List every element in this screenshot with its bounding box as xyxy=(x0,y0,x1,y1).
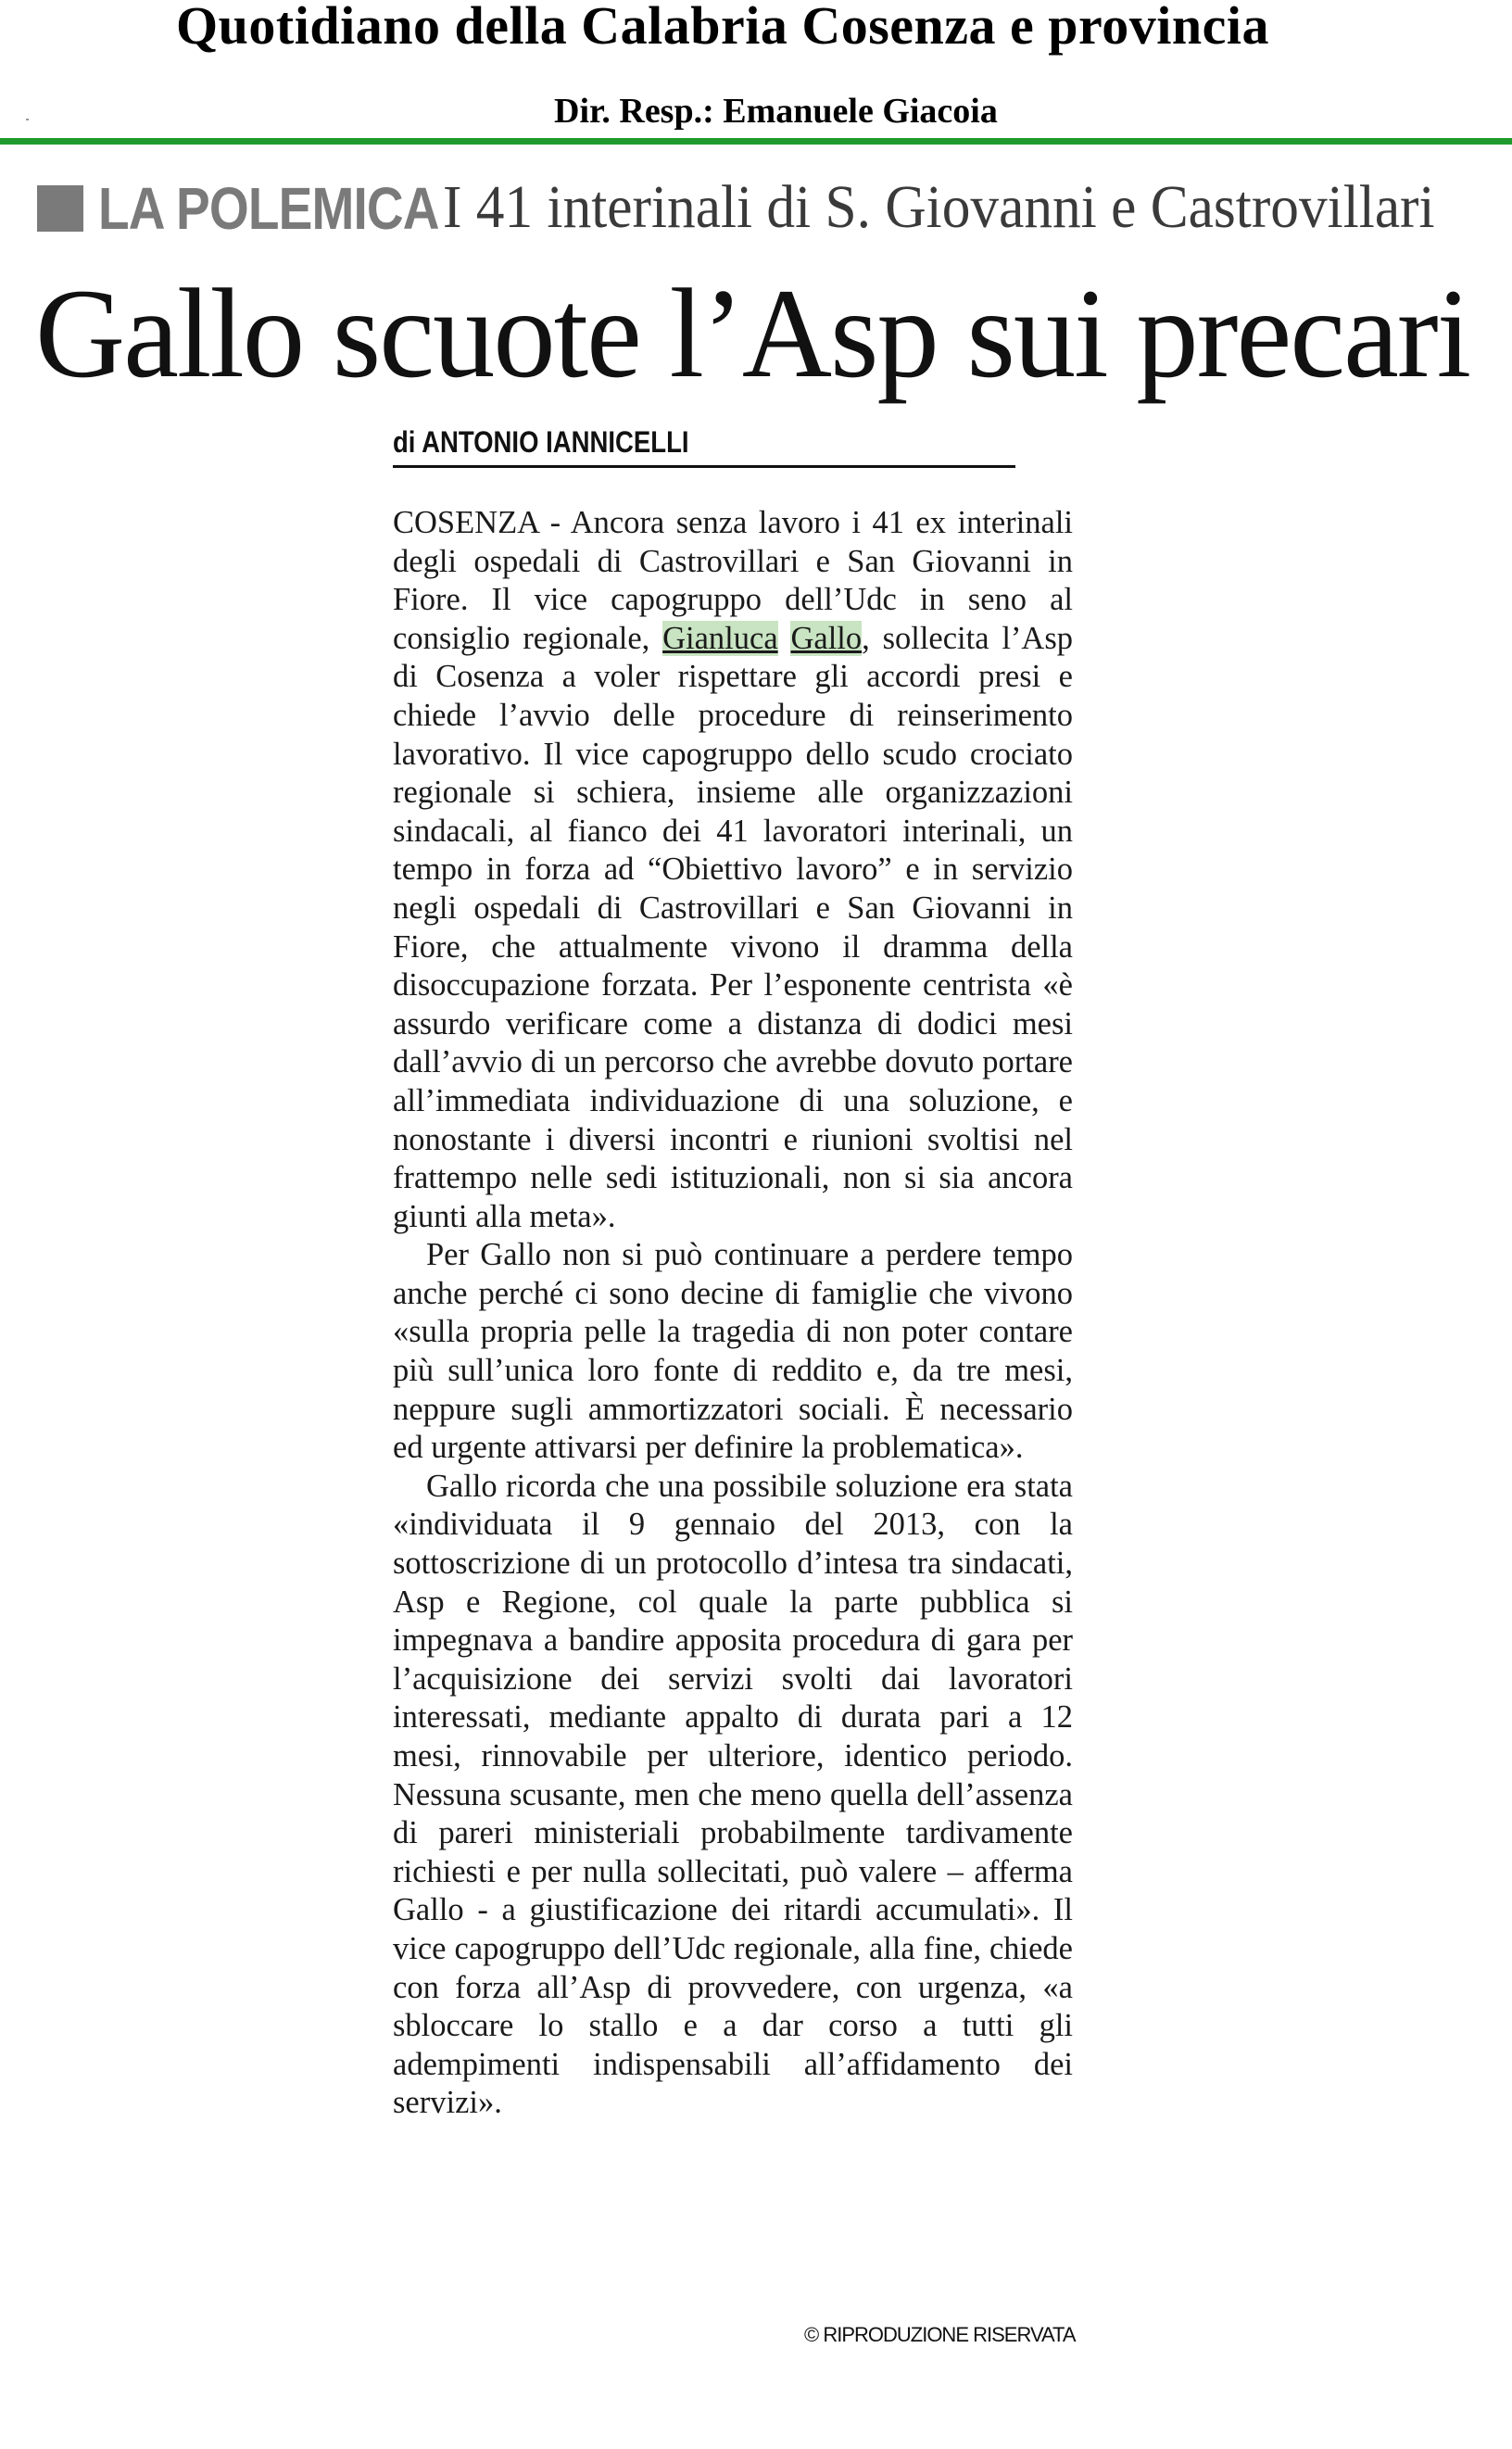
paragraph-2: Per Gallo non si può continuare a perdere tempo anche perché ci sono decine di famiglie che vivono «sulla propria pelle la tragedia di non poter contare più sull’unica loro fonte di reddito e, da tre mesi, neppure sugli ammortizzatori sociali. È necessario ed urgente attivarsi per definire la problematica». xyxy=(393,1237,1073,1466)
byline-rule xyxy=(393,465,1015,468)
byline: di ANTONIO IANNICELLI xyxy=(393,425,689,459)
paragraph-1-start: COSENZA - Ancora senza lavoro i 41 ex interinali degli ospedali di Castrovillari e San Giovanni in Fiore. Il vice capogruppo dell’Udc in seno al consiglio regionale, xyxy=(393,505,1073,656)
paragraph-3: Gallo ricorda che una possibile soluzione era stata «individuata il 9 gennaio del 2013, con la sottoscrizione di un protocollo d’intesa tra sindacati, Asp e Regione, col quale la parte pubblica si impegnava a bandire apposita procedura di gara per l’acquisizione dei servizi svolti dai lavoratori interessati, mediante appalto di durata pari a 12 mesi, rinnovabile per ulteriore, identico periodo. Nessuna scusante, men che meno quella dell’assenza di pareri ministeriali probabilmente tardivamente richiesti e per nulla sollecitati, può valere – afferma Gallo - a giustificazione dei ritardi accumulati». Il vice capogruppo dell’Udc regionale, alla fine, chiede con forza all’Asp di provvedere, con urgenza, «a sbloccare lo stallo e a dar corso a tutti gli adempimenti indispensabili all’affidamento dei servizi». xyxy=(393,1468,1073,2121)
masthead-rule xyxy=(0,138,1512,145)
highlighted-last-name: Gallo xyxy=(790,620,863,656)
masthead-title: Quotidiano della Calabria Cosenza e provincia xyxy=(176,0,1269,56)
headline: Gallo scuote l’Asp sui precari xyxy=(35,262,1470,404)
kicker-square-icon xyxy=(37,185,83,232)
highlighted-first-name: Gianluca xyxy=(662,620,778,656)
copyright-notice: © RIPRODUZIONE RISERVATA xyxy=(804,2323,1076,2346)
stray-mark xyxy=(26,119,29,120)
kicker-label: LA POLEMICA xyxy=(98,175,439,242)
paragraph-1-end: , sollecita l’Asp di Cosenza a voler rispettare gli accordi presi e chiede l’avvio delle procedure di reinserimento lavorativo. Il vice capogruppo dello scudo crociato regionale si schiera, insieme alle organizzazioni sindacali, al fianco dei 41 lavoratori interinali, un tempo in forza ad “Obiettivo lavoro” e in servizio negli ospedali di Castrovillari e San Giovanni in Fiore, che attualmente vivono il dramma della disoccupazione forzata. Per l’esponente centrista «è assurdo verificare come a distanza di dodici mesi dall’avvio di un percorso che avrebbe dovuto portare all’immediata individuazione di una soluzione, e nonostante i diversi incontri e riunioni svoltisi nel frattempo nelle sedi istituzionali, non si sia ancora giunti alla meta». xyxy=(393,620,1074,1234)
article-body xyxy=(393,504,1073,2123)
subheadline: I 41 interinali di S. Giovanni e Castrovillari xyxy=(443,173,1435,241)
paragraph-1 xyxy=(393,504,1073,1236)
masthead-director: Dir. Resp.: Emanuele Giacoia xyxy=(554,92,998,131)
